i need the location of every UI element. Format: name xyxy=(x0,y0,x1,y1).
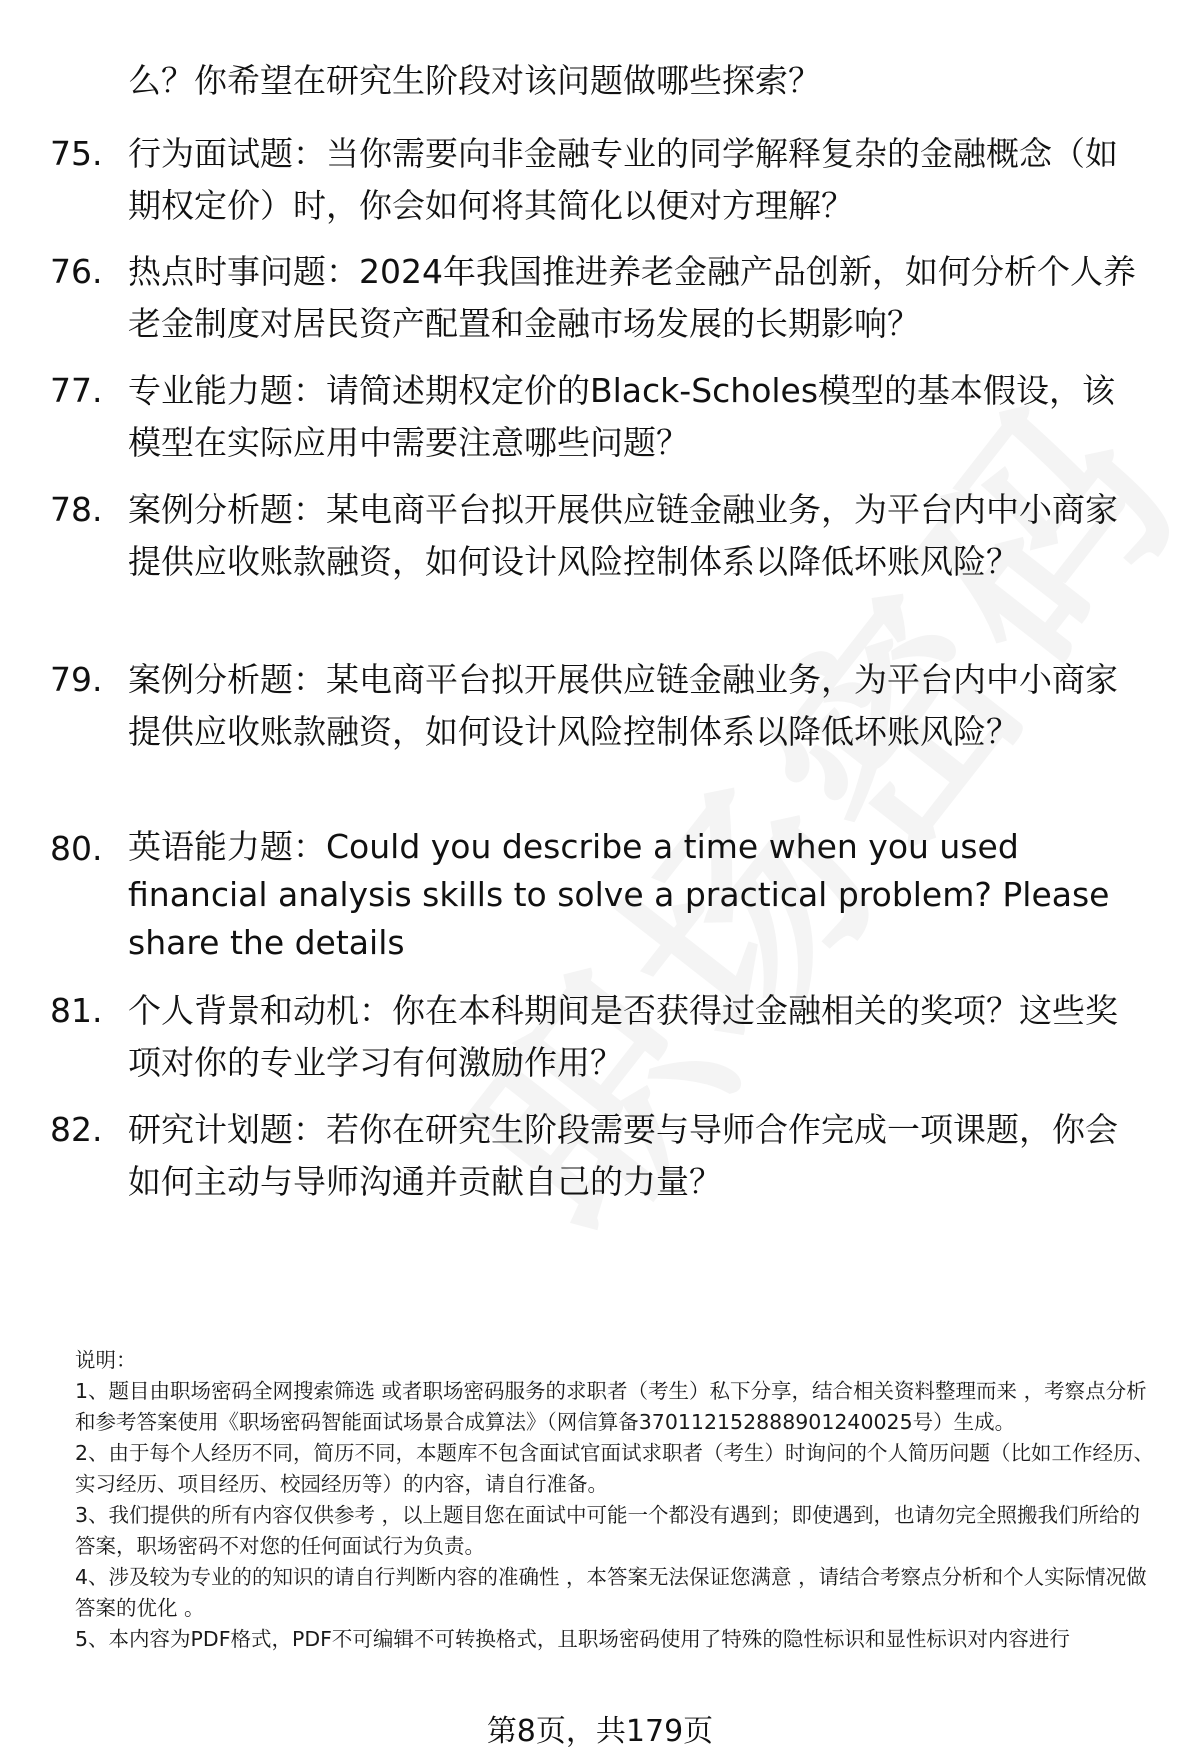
question-text: 案例分析题：某电商平台拟开展供应链金融业务，为平台内中小商家提供应收账款融资，如何设计风险控制体系以降低坏账风险？ xyxy=(128,660,1118,751)
question-text: 研究计划题：若你在研究生阶段需要与导师合作完成一项课题，你会如何主动与导师沟通并贡献自己的力量？ xyxy=(128,1110,1118,1201)
note-item: 5、本内容为PDF格式，PDF不可编辑不可转换格式，且职场密码使用了特殊的隐性标识和显性标识对内容进行 xyxy=(75,1627,1070,1651)
question-number: 75. xyxy=(50,134,103,173)
question-number: 82. xyxy=(50,1110,103,1149)
question-text: 案例分析题：某电商平台拟开展供应链金融业务，为平台内中小商家提供应收账款融资，如何设计风险控制体系以降低坏账风险？ xyxy=(128,490,1118,581)
question-number: 79. xyxy=(50,660,103,699)
page-footer xyxy=(0,1712,1200,1752)
question-number: 81. xyxy=(50,991,103,1030)
notes-title: 说明： xyxy=(75,1348,137,1372)
notes-section xyxy=(75,1345,1160,1655)
question-number: 78. xyxy=(50,490,103,529)
note-item: 2、由于每个人经历不同，简历不同，本题库不包含面试官面试求职者（考生）时询问的个人简历问题（比如工作经历、实习经历、项目经历、校园经历等）的内容，请自行准备。 xyxy=(75,1441,1155,1496)
question-text: 英语能力题：Could you describe a time when you used financial analysis skills to solve a practical problem? Please share the details xyxy=(128,827,1110,962)
question-number: 76. xyxy=(50,252,103,291)
question-continuation: 么？你希望在研究生阶段对该问题做哪些探索？ xyxy=(128,61,821,100)
question-number: 80. xyxy=(50,829,103,868)
question-text: 专业能力题：请简述期权定价的Black-Scholes模型的基本假设，该模型在实际应用中需要注意哪些问题？ xyxy=(128,371,1116,462)
note-item: 3、我们提供的所有内容仅供参考 ，以上题目您在面试中可能一个都没有遇到；即使遇到，也请勿完全照搬我们所给的答案，职场密码不对您的任何面试行为负责。 xyxy=(75,1503,1141,1558)
question-text: 行为面试题：当你需要向非金融专业的同学解释复杂的金融概念（如期权定价）时，你会如何将其简化以便对方理解？ xyxy=(128,134,1118,225)
question-text: 个人背景和动机：你在本科期间是否获得过金融相关的奖项？这些奖项对你的专业学习有何激励作用？ xyxy=(128,991,1118,1082)
question-text: 热点时事问题：2024年我国推进养老金融产品创新，如何分析个人养老金制度对居民资产配置和金融市场发展的长期影响？ xyxy=(128,252,1136,343)
page-number: 第8页，共179页 xyxy=(486,1714,714,1749)
note-item: 1、题目由职场密码全网搜索筛选 或者职场密码服务的求职者（考生）私下分享，结合相关资料整理而来 ，考察点分析和参考答案使用《职场密码智能面试场景合成算法》（网信算备370112152888901240025号）生成。 xyxy=(75,1379,1147,1434)
note-item: 4、涉及较为专业的的知识的请自行判断内容的准确性 ，本答案无法保证您满意 ，请结合考察点分析和个人实际情况做答案的优化 。 xyxy=(75,1565,1147,1620)
question-number: 77. xyxy=(50,371,103,410)
